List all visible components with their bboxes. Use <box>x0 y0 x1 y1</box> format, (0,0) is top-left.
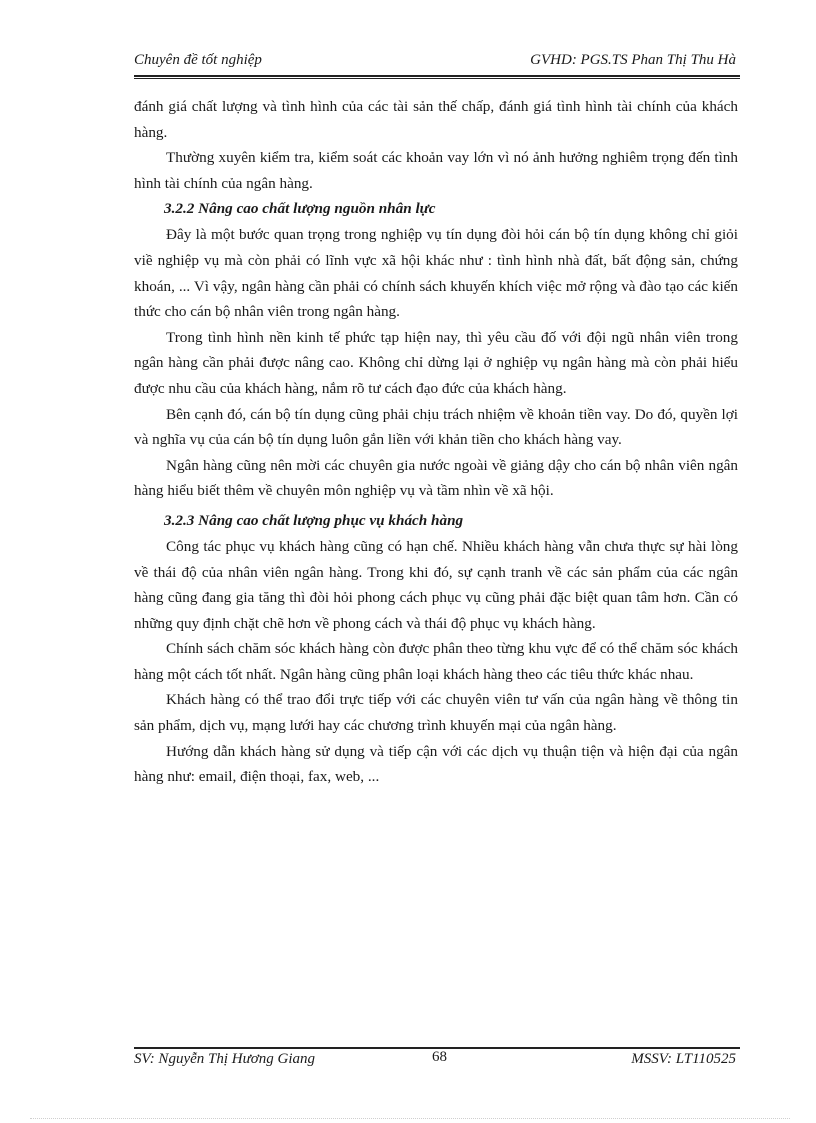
paragraph: Trong tình hình nền kinh tế phức tạp hiện nay, thì yêu cầu đố với đội ngũ nhân viên trong ngân hàng cần phải được nâng cao. Không chỉ dừng lại ở nghiệp vụ ngân hàng mà còn phải hiểu được nhu cầu của khách hàng, nắm rõ tư cách đạo đức của khách hàng. <box>134 328 738 397</box>
page-number: 68 <box>432 1049 447 1065</box>
header-rule-thin <box>134 78 740 79</box>
paragraph: Công tác phục vụ khách hàng cũng có hạn chế. Nhiều khách hàng vẫn chưa thực sự hài lòng về thái độ của nhân viên ngân hàng. Trong khi đó, sự cạnh tranh về các sản phẩm của các ngân hàng cũng đang gia tăng thì đòi hỏi phong cách phục vụ cũng phải đặc biệt quan tâm hơn. Cần có những quy định chặt chẽ hơn về phong cách và thái độ phục vụ khách hàng. <box>134 537 738 632</box>
header-rule <box>134 75 740 77</box>
footer-student: SV: Nguyễn Thị Hương Giang <box>134 1051 316 1067</box>
paragraph: Hướng dẫn khách hàng sử dụng và tiếp cận với các dịch vụ thuận tiện và hiện đại của ngân hàng như: email, điện thoại, fax, web, ... <box>134 742 738 786</box>
page-edge-divider <box>30 1118 790 1119</box>
section-heading: 3.2.3 Nâng cao chất lượng phục vụ khách hàng <box>164 511 464 529</box>
header-supervisor: GVHD: PGS.TS Phan Thị Thu Hà <box>530 52 736 68</box>
paragraph: Ngân hàng cũng nên mời các chuyên gia nước ngoài về giảng dậy cho cán bộ nhân viên ngân hàng hiểu biết thêm về chuyên môn nghiệp vụ và tầm nhìn về xã hội. <box>134 456 738 500</box>
paragraph: Bên cạnh đó, cán bộ tín dụng cũng phải chịu trách nhiệm về khoản tiền vay. Do đó, quyền lợi và nghĩa vụ của cán bộ tín dụng luôn gắn liền với khản tiền cho khách hàng vay. <box>134 405 738 449</box>
header-title: Chuyên đề tốt nghiệp <box>134 52 262 68</box>
paragraph: đánh giá chất lượng và tình hình của các tài sản thế chấp, đánh giá tình hình tài chính của khách hàng. <box>134 98 738 141</box>
footer-student-id: MSSV: LT110525 <box>631 1051 736 1067</box>
paragraph: Đây là một bước quan trọng trong nghiệp vụ tín dụng đòi hỏi cán bộ tín dụng không chỉ giỏi viề nghiệp vụ mà còn phải có lĩnh vực xã hội khác như : tình hình nhà đất, bất động sản, chứng khoán, ... Vì vậy, ngân hàng cần phải có chính sách khuyến khích việc mở rộng và đào tạo các kiến thức cho cán bộ nhân viên trong ngân hàng. <box>134 226 738 321</box>
page-footer <box>134 1051 740 1073</box>
paragraph: Thường xuyên kiểm tra, kiểm soát các khoản vay lớn vì nó ảnh hưởng nghiêm trọng đến tình hình tài chính của ngân hàng. <box>134 149 738 192</box>
section-heading: 3.2.2 Nâng cao chất lượng nguồn nhân lực <box>164 200 436 218</box>
paragraph: Chính sách chăm sóc khách hàng còn được phân theo từng khu vực để có thể chăm sóc khách hàng một cách tốt nhất. Ngân hàng cũng phân loại khách hàng theo các tiêu thức khác nhau. <box>134 640 738 683</box>
document-body <box>134 94 738 790</box>
paragraph: Khách hàng có thể trao đổi trực tiếp với các chuyên viên tư vấn của ngân hàng về thông tin sản phẩm, dịch vụ, mạng lưới hay các chương trình khuyến mại của ngân hàng. <box>134 691 738 735</box>
page-header <box>134 52 740 74</box>
